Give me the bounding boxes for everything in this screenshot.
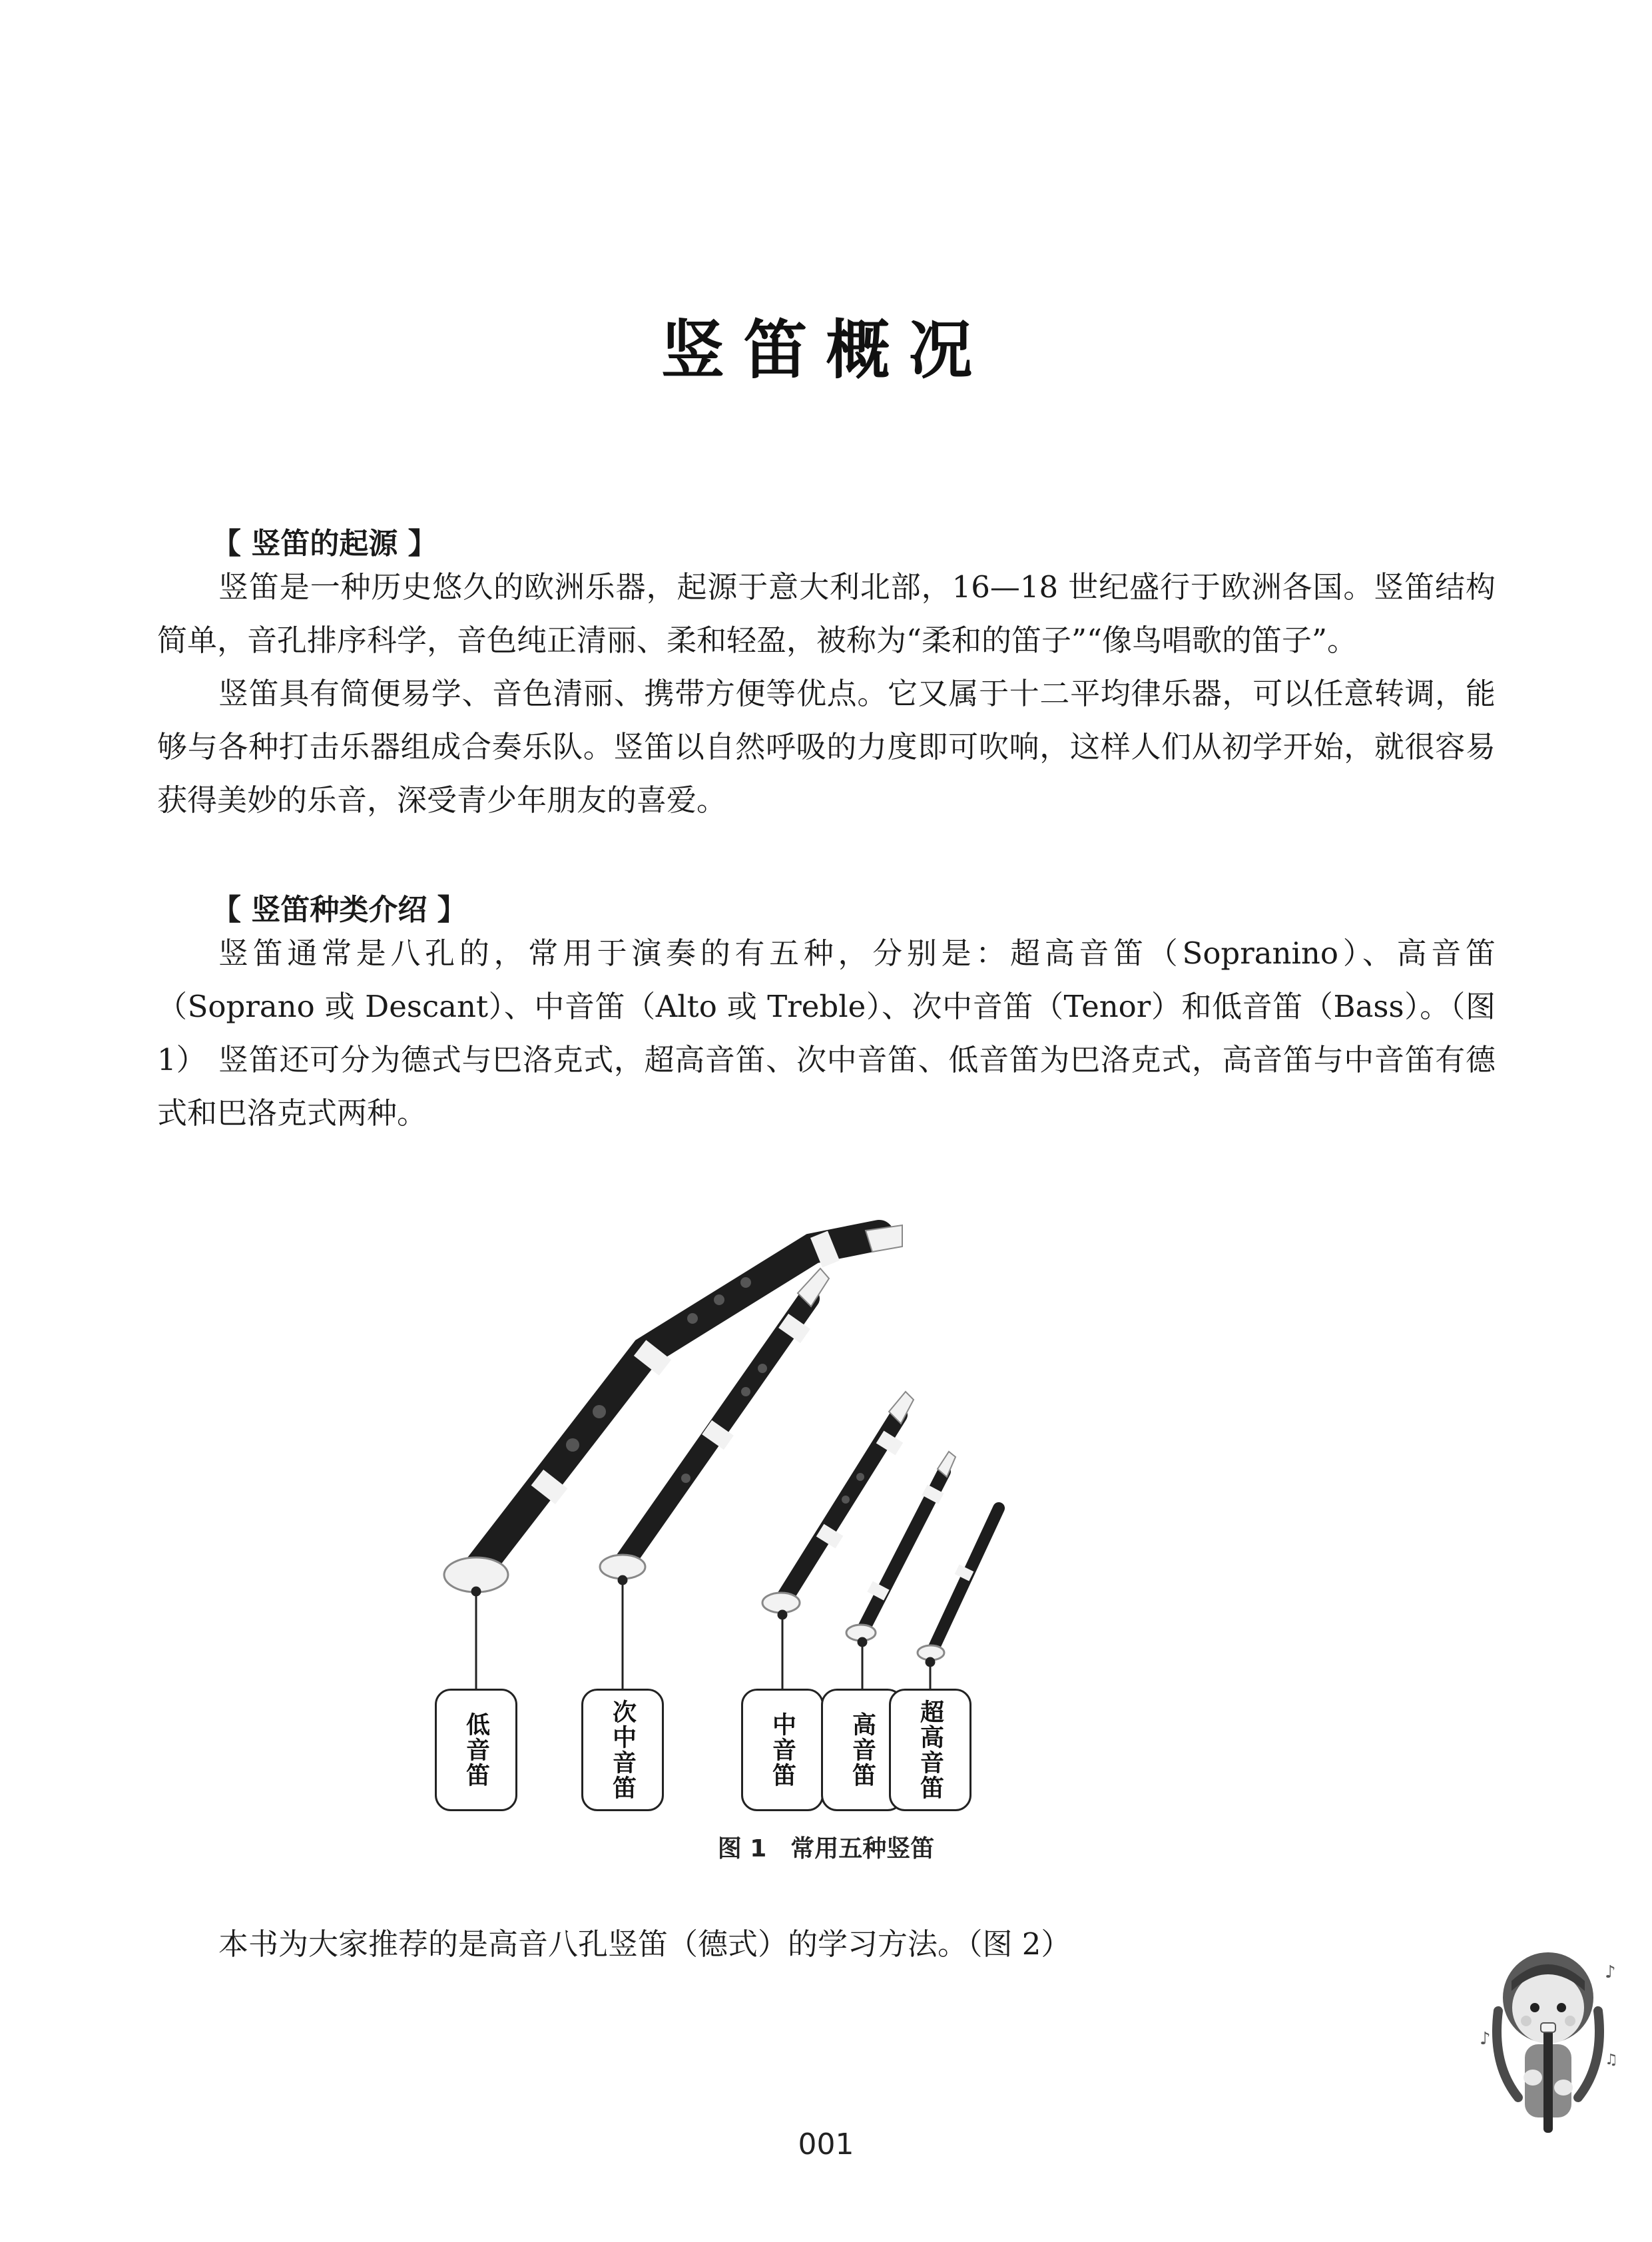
svg-text:♪: ♪ xyxy=(1480,2029,1491,2049)
label-tenor-text: 次中音笛 xyxy=(609,1699,637,1801)
figure-caption: 图 1 常用五种竖笛 xyxy=(717,1835,935,1862)
label-alto xyxy=(741,1689,824,1811)
label-tenor xyxy=(581,1689,664,1811)
girl-with-recorder-icon xyxy=(1472,1944,1625,2144)
label-soprano-text: 高音笛 xyxy=(848,1712,876,1788)
label-sopranino-text: 超高音笛 xyxy=(916,1699,944,1801)
paragraph-origin-1: 竖笛是一种历史悠久的欧洲乐器，起源于意大利北部，16—18 世纪盛行于欧洲各国。竖笛结构简单，音孔排序科学，音色纯正清丽、柔和轻盈，被称为“柔和的笛子”“像鸟唱歌的笛子”。 xyxy=(157,569,1496,658)
label-bass xyxy=(435,1689,517,1811)
label-bass-text: 低音笛 xyxy=(462,1712,490,1788)
label-alto-text: 中音笛 xyxy=(768,1712,796,1788)
paragraph-origin-2: 竖笛具有简便易学、音色清丽、携带方便等优点。它又属于十二平均律乐器，可以任意转调，能够与各种打击乐器组成合奏乐队。竖笛以自然呼吸的力度即可吹响，这样人们从初学开始，就很容易获得美妙的乐音，深受青少年朋友的喜爱。 xyxy=(157,676,1496,818)
svg-text:♫: ♫ xyxy=(1605,2052,1618,2068)
recorders-figure xyxy=(413,1192,1245,1831)
paragraph-types-1: 竖笛通常是八孔的，常用于演奏的有五种，分别是：超高音笛（Sopranino）、高音笛（Soprano 或 Descant）、中音笛（Alto 或 Treble）、次中音笛（Tenor）和低音笛（Bass）。（图 1） xyxy=(157,936,1496,1077)
section-heading-types: 【 竖笛种类介绍 】 xyxy=(212,893,467,927)
section-heading-origin: 【 竖笛的起源 】 xyxy=(212,527,437,561)
closing-paragraph: 本书为大家推荐的是高音八孔竖笛（德式）的学习方法。（图 2） xyxy=(218,1926,1071,1962)
paragraph-types-2: 竖笛还可分为德式与巴洛克式，超高音笛、次中音笛、低音笛为巴洛克式，高音笛与中音笛有德式和巴洛克式两种。 xyxy=(157,1042,1496,1131)
label-sopranino xyxy=(889,1689,971,1811)
svg-text:♪: ♪ xyxy=(1605,1962,1616,1982)
page-number: 001 xyxy=(798,2127,854,2161)
sopranino-recorder-image xyxy=(918,1508,999,1660)
page-title: 竖笛概况 xyxy=(661,313,991,388)
